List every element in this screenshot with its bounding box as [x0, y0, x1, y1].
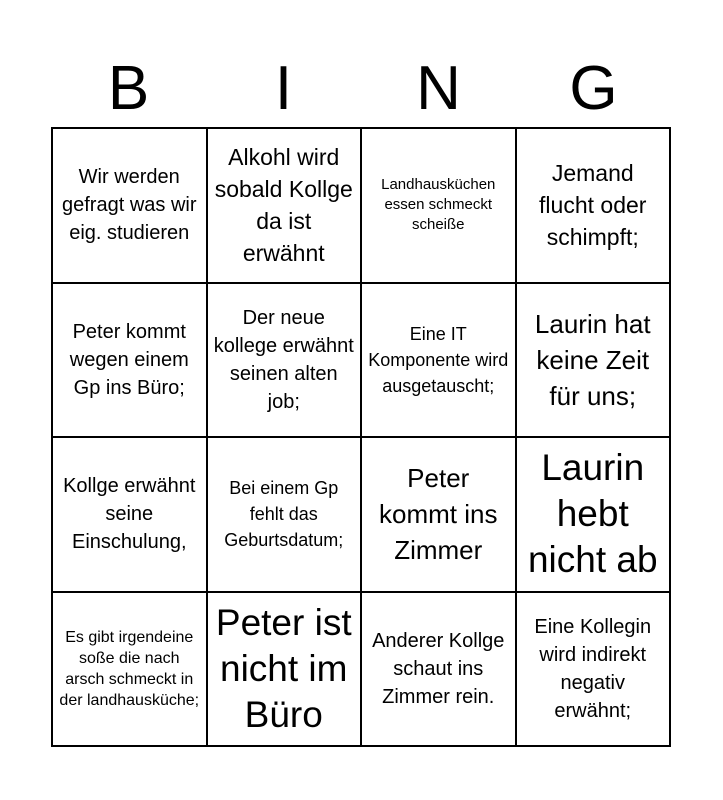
bingo-cell[interactable] [207, 437, 362, 592]
bingo-cell[interactable] [516, 437, 671, 592]
bingo-cell-text: Alkohl wird sobald Kollge da ist erwähnt [214, 144, 353, 267]
bingo-cell[interactable] [361, 283, 516, 438]
bingo-cell[interactable] [361, 128, 516, 283]
bingo-cell[interactable] [516, 128, 671, 283]
bingo-cell[interactable] [361, 437, 516, 592]
bingo-cell-text: Der neue kollege erwähnt seinen alten job; [213, 306, 354, 413]
header-letter-g: G [569, 54, 618, 123]
bingo-cell-text: Peter kommt ins Zimmer [379, 463, 498, 566]
bingo-cell[interactable] [52, 283, 207, 438]
bingo-cell-text: Eine IT Komponente wird ausgetauscht; [368, 323, 509, 396]
bingo-cell-text: Jemand flucht oder schimpft; [539, 160, 647, 251]
bingo-cell[interactable] [207, 128, 362, 283]
bingo-cell-text: Wir werden gefragt was wir eig. studieren [62, 166, 197, 245]
bingo-cell[interactable] [207, 283, 362, 438]
bingo-cell[interactable] [207, 592, 362, 747]
bingo-cell[interactable] [361, 592, 516, 747]
bingo-grid [51, 127, 671, 747]
bingo-cell-text: Laurin hebt nicht ab [527, 447, 658, 581]
bingo-cell-text: Kollge erwähnt seine Einschulung, [63, 475, 196, 554]
bingo-cell-text: Anderer Kollge schaut ins Zimmer rein. [372, 629, 505, 708]
bingo-cell[interactable] [516, 592, 671, 747]
bingo-cell-text: Laurin hat keine Zeit für uns; [534, 308, 651, 411]
bingo-cell-text: Es gibt irgendeine soße die nach arsch schmeckt in der landhausküche; [59, 628, 200, 709]
bingo-cell-text: Peter ist nicht im Büro [215, 601, 352, 735]
bingo-cell[interactable] [52, 437, 207, 592]
header-letter-n: N [416, 54, 461, 123]
bingo-cell-text: Eine Kollegin wird indirekt negativ erwähnt; [534, 615, 652, 722]
bingo-cell[interactable] [516, 283, 671, 438]
bingo-cell-text: Landhausküchen essen schmeckt scheiße [381, 176, 496, 234]
header-letter-b: B [107, 54, 150, 123]
header-letter-i: I [274, 54, 293, 123]
bingo-header [51, 50, 671, 128]
bingo-cell-text: Bei einem Gp fehlt das Geburtsdatum; [224, 478, 344, 551]
bingo-cell-text: Peter kommt wegen einem Gp ins Büro; [69, 320, 189, 399]
bingo-cell[interactable] [52, 128, 207, 283]
bingo-cell[interactable] [52, 592, 207, 747]
